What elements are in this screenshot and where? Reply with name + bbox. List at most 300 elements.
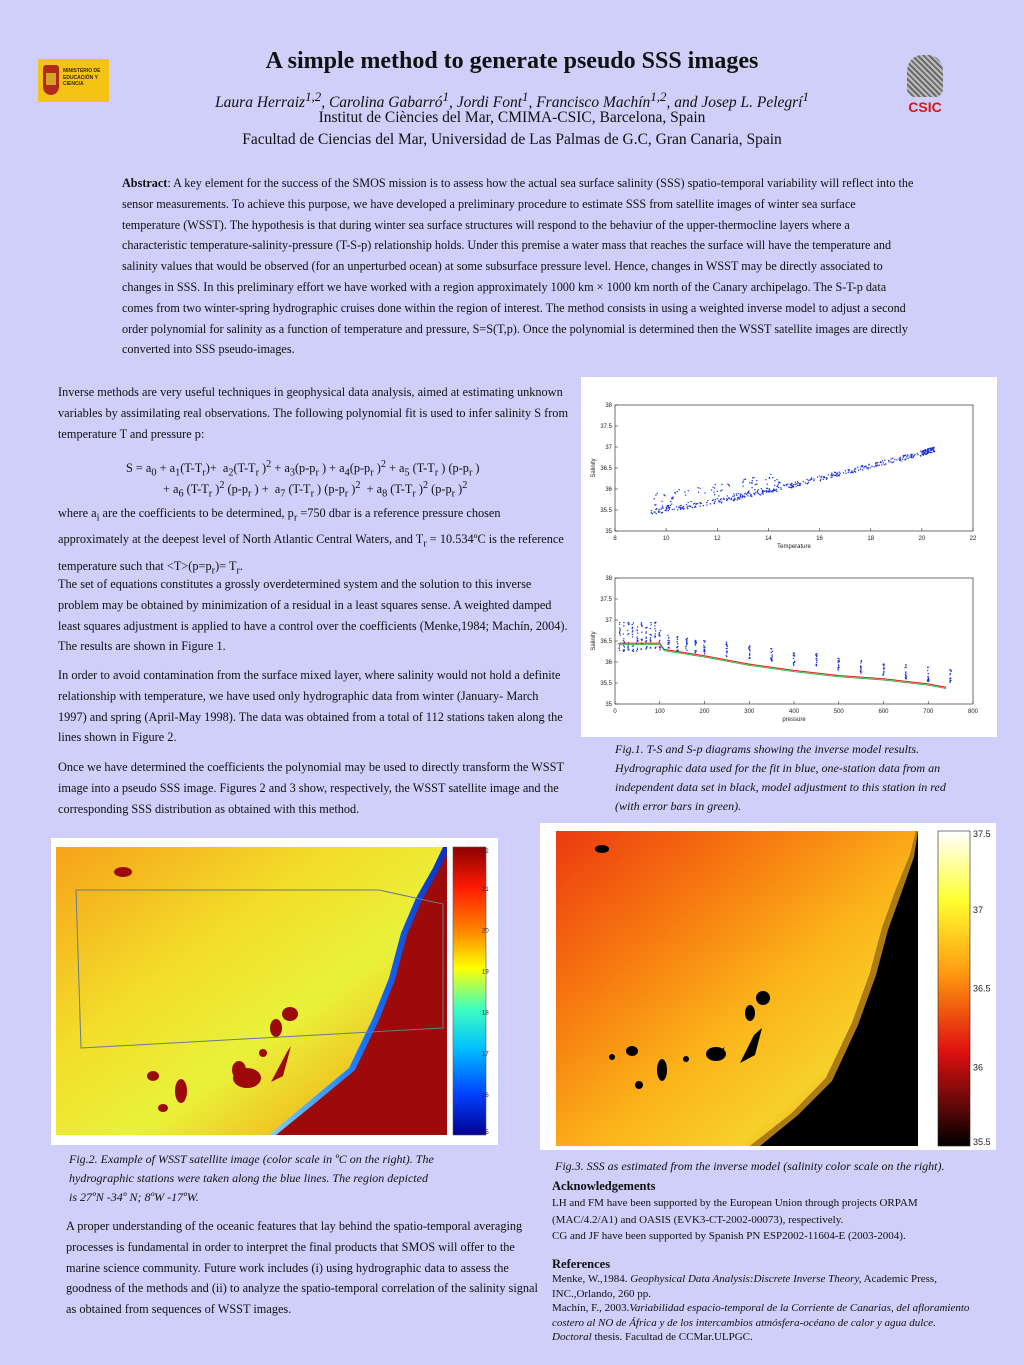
colorbar-tick-label: 22 (482, 849, 489, 855)
y-tick-label: 36.5 (600, 639, 612, 645)
data-point (704, 641, 705, 642)
scatter-point (655, 494, 656, 495)
scatter-point (657, 493, 658, 494)
scatter-point (758, 489, 759, 490)
data-point (654, 636, 655, 637)
x-tick-label: 14 (765, 536, 772, 542)
scatter-point (693, 503, 694, 504)
scatter-point (736, 493, 737, 494)
data-point (736, 495, 737, 496)
data-point (668, 510, 669, 511)
data-point (905, 671, 906, 672)
text-run: where a (58, 506, 97, 520)
scatter-point (746, 494, 747, 495)
scatter-point (699, 488, 700, 489)
author-sep: , (448, 94, 457, 112)
y-axis-label: Salinity (591, 458, 597, 478)
data-point (857, 467, 858, 468)
data-point (904, 459, 905, 460)
scatter-point (690, 501, 691, 502)
data-point (654, 625, 655, 626)
scatter-point (662, 505, 663, 506)
data-point (793, 653, 794, 654)
data-point (655, 633, 656, 634)
data-point (882, 460, 883, 461)
data-point (900, 457, 901, 458)
scatter-point (726, 495, 727, 496)
data-point (632, 636, 633, 637)
scatter-point (677, 491, 678, 492)
data-point (686, 507, 687, 508)
data-point (677, 641, 678, 642)
scatter-point (776, 489, 777, 490)
data-point (862, 465, 863, 466)
data-point (809, 480, 810, 481)
affiliation-1: Institut de Ciències del Mar, CMIMA-CSIC, Barcelona, Spain (318, 109, 706, 126)
data-point (819, 475, 820, 476)
data-point (821, 476, 822, 477)
data-point (720, 499, 721, 500)
data-point (803, 481, 804, 482)
scatter-point (674, 492, 675, 493)
data-point (646, 631, 647, 632)
data-point (695, 505, 696, 506)
data-point (633, 622, 634, 623)
data-point (650, 634, 651, 635)
data-point (815, 655, 816, 656)
data-point (627, 630, 628, 631)
data-point (727, 646, 728, 647)
y-tick-label: 37 (605, 445, 612, 451)
data-point (632, 630, 633, 631)
data-point (740, 494, 741, 495)
data-point (641, 625, 642, 626)
scatter-point (654, 498, 655, 499)
equation-line-1: $S = a_0 + a_1(T-T_r)+ a_2(T-T_r$ )$^2 + a_3(p-p_r$ ) + $a_4(p-p_r$ )$^2 + a_5$ ($T-T_r$ ) ($p-p_r$ ) (126, 459, 480, 479)
data-point (924, 452, 925, 453)
text-run: Academic Press, INC.,Orlando, 260 pp. (552, 1273, 937, 1300)
scatter-point (765, 479, 766, 480)
data-point (618, 643, 619, 644)
data-point (645, 633, 646, 634)
data-point (749, 645, 750, 646)
scatter-point (733, 493, 734, 494)
scatter-point (748, 492, 749, 493)
data-point (637, 630, 638, 631)
data-point (868, 464, 869, 465)
scatter-point (756, 483, 757, 484)
colorbar-tick-label: 37.5 (973, 829, 991, 839)
y-tick-label: 38 (605, 403, 612, 409)
text-run: Menke, W.,1984. (552, 1273, 631, 1285)
figure-1-charts (581, 377, 997, 737)
scatter-point (671, 498, 672, 499)
data-point (912, 455, 913, 456)
data-point (845, 473, 846, 474)
data-point (851, 470, 852, 471)
data-point (893, 461, 894, 462)
data-point (654, 628, 655, 629)
data-point (877, 462, 878, 463)
data-point (619, 622, 620, 623)
scatter-point (744, 496, 745, 497)
data-point (619, 627, 620, 628)
data-point (645, 648, 646, 649)
scatter-point (713, 491, 714, 492)
data-point (786, 485, 787, 486)
data-point (640, 623, 641, 624)
data-point (906, 456, 907, 457)
author: Jordi Font (456, 94, 523, 112)
scatter-point (766, 491, 767, 492)
data-point (909, 454, 910, 455)
scatter-point (743, 480, 744, 481)
x-tick-label: 500 (833, 709, 844, 715)
author-sup: 1 (802, 89, 809, 104)
abstract-text: : A key element for the success of the SMOS mission is to assess how the actual sea surface salinity (SSS) spatio-temporal variability will reflect into the sensor measurements. To achieve this purpose, we have developed a preliminary procedure to estimate SSS from satellite images of winter sea surface temperature (WSST). The hypothesis is that during winter sea surface structures will respond to the behaviur of the upper-thermocline layers where a characteristic temperature-salinity-pressure (T-S-p) relationship holds. Under this premise a water mass that reaches the surface will have the temperature and salinity values that would be observed (for an unperturbed ocean) at some subsurface pressure level. Hence, changes in WSST may be directly associated to changes in SSS. In this preliminary effort we have worked with a region approximately 1000 km × 1000 km north of the Canary archipelago. The S-T-p data comes from two winter-spring hydrographic cruises done within the region of interest. The method consists in using a weighted inverse model to adjust a second order polynomial for salinity as a function of temperature and pressure, S=S(T,p). Once the polynomial is determined then the WSST satellite images are directly converted into SSS pseudo-images. (122, 176, 914, 357)
scatter-point (667, 505, 668, 506)
data-point (619, 632, 620, 633)
figure-2-caption (69, 1150, 489, 1207)
scatter-point (717, 491, 718, 492)
y-tick-label: 36 (605, 660, 612, 666)
scatter-point (751, 487, 752, 488)
data-point (686, 644, 687, 645)
data-point (764, 491, 765, 492)
scatter-point (688, 490, 689, 491)
data-point (920, 450, 921, 451)
data-point (836, 476, 837, 477)
scatter-point (663, 494, 664, 495)
data-point (650, 647, 651, 648)
x-tick-label: 100 (654, 709, 665, 715)
data-point (694, 503, 695, 504)
data-point (845, 470, 846, 471)
data-point (749, 493, 750, 494)
data-point (660, 630, 661, 631)
data-point (902, 459, 903, 460)
data-point (797, 485, 798, 486)
data-point (656, 513, 657, 514)
data-point (862, 469, 863, 470)
data-point (816, 664, 817, 665)
data-point (668, 640, 669, 641)
data-point (760, 494, 761, 495)
data-point (637, 647, 638, 648)
data-point (879, 465, 880, 466)
data-point (860, 665, 861, 666)
data-point (641, 622, 642, 623)
data-point (624, 641, 625, 642)
text-run: thesis. Facultad de CCMar.ULPGC. (591, 1331, 753, 1344)
data-point (631, 624, 632, 625)
scatter-point (717, 498, 718, 499)
data-point (618, 648, 619, 649)
data-point (627, 645, 628, 646)
data-point (792, 486, 793, 487)
data-point (906, 666, 907, 667)
data-point (795, 486, 796, 487)
author: Francisco Machín (536, 94, 651, 112)
data-point (877, 464, 878, 465)
scatter-point (662, 507, 663, 508)
x-tick-label: 16 (816, 536, 823, 542)
data-point (739, 498, 740, 499)
caption-line: hydrographic stations were taken along the blue lines. The region depicted (69, 1171, 428, 1185)
data-point (742, 495, 743, 496)
data-point (667, 635, 668, 636)
figure-1-panel (581, 377, 997, 737)
text-run: Machín, F., 2003. (552, 1302, 630, 1315)
scatter-point (676, 506, 677, 507)
y-tick-label: 35.5 (600, 681, 612, 687)
data-point (623, 640, 624, 641)
author-sep: , (528, 94, 537, 112)
data-point (673, 508, 674, 509)
scatter-point (752, 480, 753, 481)
data-point (661, 512, 662, 513)
data-point (854, 469, 855, 470)
data-point (894, 459, 895, 460)
author: Laura Herraiz (215, 94, 306, 112)
data-point (905, 675, 906, 676)
data-point (839, 660, 840, 661)
data-point (883, 671, 884, 672)
data-point (697, 503, 698, 504)
paragraph-contamination: In order to avoid contamination from the surface mixed layer, where salinity would not hold a definite relationship with temperature, we have used only hydrographic data from winter (January- March 1997) and spring (April-May 1998). The data was obtained from a total of 112 stations taken along the lines shown in Figure 2. (58, 668, 563, 745)
data-point (806, 479, 807, 480)
data-point (726, 656, 727, 657)
scatter-point (673, 496, 674, 497)
data-point (927, 452, 928, 453)
data-point (770, 657, 771, 658)
scatter-point (755, 484, 756, 485)
data-point (704, 647, 705, 648)
data-point (860, 469, 861, 470)
scatter-point (655, 504, 656, 505)
data-point (883, 674, 884, 675)
data-point (795, 482, 796, 483)
colorbar-tick-label: 18 (482, 1010, 489, 1017)
data-point (651, 510, 652, 511)
data-point (744, 493, 745, 494)
data-point (762, 491, 763, 492)
data-point (680, 505, 681, 506)
data-point (924, 453, 925, 454)
y-tick-label: 38 (605, 576, 612, 582)
data-point (619, 650, 620, 651)
data-point (867, 468, 868, 469)
data-point (816, 660, 817, 661)
data-point (949, 669, 950, 670)
x-tick-label: 0 (613, 709, 617, 715)
ack-line: CG and JF have been supported by Spanish PN ESP2002-11604-E (2003-2004). (552, 1230, 906, 1242)
data-point (927, 449, 928, 450)
sss-colorbar-ticks (973, 829, 991, 1147)
data-point (837, 668, 838, 669)
data-point (686, 642, 687, 643)
data-point (725, 643, 726, 644)
author-sup: 1 (442, 89, 449, 104)
data-point (669, 509, 670, 510)
data-point (858, 470, 859, 471)
data-point (771, 648, 772, 649)
data-point (896, 459, 897, 460)
data-point (851, 472, 852, 473)
data-point (876, 465, 877, 466)
data-point (651, 512, 652, 513)
colorbar-tick-label: 36.5 (973, 983, 991, 994)
data-point (632, 628, 633, 629)
scatter-point (745, 479, 746, 480)
data-point (683, 508, 684, 509)
data-point (863, 467, 864, 468)
scatter-point (721, 484, 722, 485)
data-point (619, 630, 620, 631)
data-point (848, 472, 849, 473)
data-point (950, 673, 951, 674)
data-point (623, 622, 624, 623)
figure-2-panel (51, 838, 498, 1145)
data-point (795, 484, 796, 485)
scatter-point (766, 488, 767, 489)
data-point (696, 503, 697, 504)
data-point (931, 452, 932, 453)
scatter-point (668, 505, 669, 506)
author-sup: 1,2 (305, 89, 322, 104)
paragraph-overdetermined: The set of equations constitutes a grossly overdetermined system and the solution to this inverse problem may be obtained by minimization of a residual in a least squares sense. A weighted damped least squares adjustment is applied to have a control over the coefficients (Menke,1984; Machín, 2004). The results are shown in Figure 1. (58, 577, 568, 654)
data-point (650, 639, 651, 640)
equation-line-2: + $a_6$ ($T-T_r$ )$^2$ ($p-p_r$ ) + $a_7$ ($T-T_r$ ) ($p-p_r$ )$^2 + a_8$ ($T-T_r$ )$^2$ ($p-p_r$ )$^2$ (163, 480, 468, 500)
data-point (931, 449, 932, 450)
data-point (830, 475, 831, 476)
data-point (926, 450, 927, 451)
data-point (927, 673, 928, 674)
author-sup: 1,2 (650, 89, 667, 104)
data-point (924, 450, 925, 451)
data-point (659, 640, 660, 641)
data-point (734, 495, 735, 496)
data-point (875, 463, 876, 464)
colorbar-tick-label: 21 (482, 887, 489, 894)
scatter-point (698, 492, 699, 493)
scatter-point (779, 481, 780, 482)
ack-line: LH and FM have been supported by the European Union through projects ORPAM (552, 1197, 918, 1209)
scatter-point (742, 486, 743, 487)
data-point (950, 671, 951, 672)
data-point (707, 500, 708, 501)
data-point (695, 644, 696, 645)
colorbar-tick-label: 37 (973, 904, 984, 915)
data-point (793, 665, 794, 666)
author: Carolina Gabarró (328, 94, 443, 112)
data-point (726, 648, 727, 649)
figure-3-caption: Fig.3. SSS as estimated from the inverse model (salinity color scale on the right). (555, 1159, 945, 1173)
data-point (838, 472, 839, 473)
data-point (927, 667, 928, 668)
data-point (726, 498, 727, 499)
data-point (884, 464, 885, 465)
data-point (823, 476, 824, 477)
data-point (900, 460, 901, 461)
data-point (883, 665, 884, 666)
data-point (695, 643, 696, 644)
data-point (883, 667, 884, 668)
data-point (672, 509, 673, 510)
data-point (637, 632, 638, 633)
data-point (623, 625, 624, 626)
data-point (780, 489, 781, 490)
data-point (796, 483, 797, 484)
scatter-point (728, 484, 729, 485)
data-point (658, 634, 659, 635)
data-point (637, 638, 638, 639)
y-tick-label: 35 (605, 702, 612, 708)
scatter-point (697, 487, 698, 488)
data-point (949, 681, 950, 682)
data-point (712, 500, 713, 501)
data-point (865, 466, 866, 467)
data-point (646, 646, 647, 647)
data-point (888, 460, 889, 461)
data-point (652, 513, 653, 514)
data-point (731, 498, 732, 499)
x-tick-label: 8 (613, 536, 617, 542)
data-point (695, 651, 696, 652)
data-point (791, 487, 792, 488)
data-point (808, 480, 809, 481)
data-point (861, 660, 862, 661)
caption-line: is 27ºN -34º N; 8ºW -17ºW. (69, 1190, 199, 1204)
scatter-point (738, 497, 739, 498)
data-point (914, 454, 915, 455)
data-point (911, 454, 912, 455)
ack-line: (MAC/4.2/A1) and OASIS (EVK3-CT-2002-00073), respectively. (552, 1214, 844, 1226)
data-point (646, 640, 647, 641)
scatter-point (678, 489, 679, 490)
data-point (703, 640, 704, 641)
data-point (726, 652, 727, 653)
data-point (911, 456, 912, 457)
data-point (873, 466, 874, 467)
data-point (757, 492, 758, 493)
figure-3-panel (540, 823, 996, 1150)
y-tick-label: 36.5 (600, 466, 612, 472)
paragraph-intro: Inverse methods are very useful techniques in geophysical data analysis, aimed at estimating unknown variables by assimilating real observations. The following polynomial fit is used to infer salinity S from temperature T and pressure p: (58, 385, 569, 441)
scatter-point (688, 502, 689, 503)
scatter-point (714, 487, 715, 488)
data-point (650, 637, 651, 638)
scatter-point (711, 489, 712, 490)
data-point (837, 667, 838, 668)
data-point (772, 491, 773, 492)
data-point (771, 654, 772, 655)
data-point (710, 503, 711, 504)
data-point (884, 460, 885, 461)
data-point (769, 490, 770, 491)
data-point (920, 455, 921, 456)
data-point (660, 635, 661, 636)
data-point (867, 467, 868, 468)
abstract (122, 173, 914, 360)
data-point (909, 456, 910, 457)
data-point (623, 645, 624, 646)
data-point (793, 484, 794, 485)
data-point (659, 511, 660, 512)
data-point (772, 656, 773, 657)
scatter-point (714, 494, 715, 495)
scatter-point (754, 494, 755, 495)
